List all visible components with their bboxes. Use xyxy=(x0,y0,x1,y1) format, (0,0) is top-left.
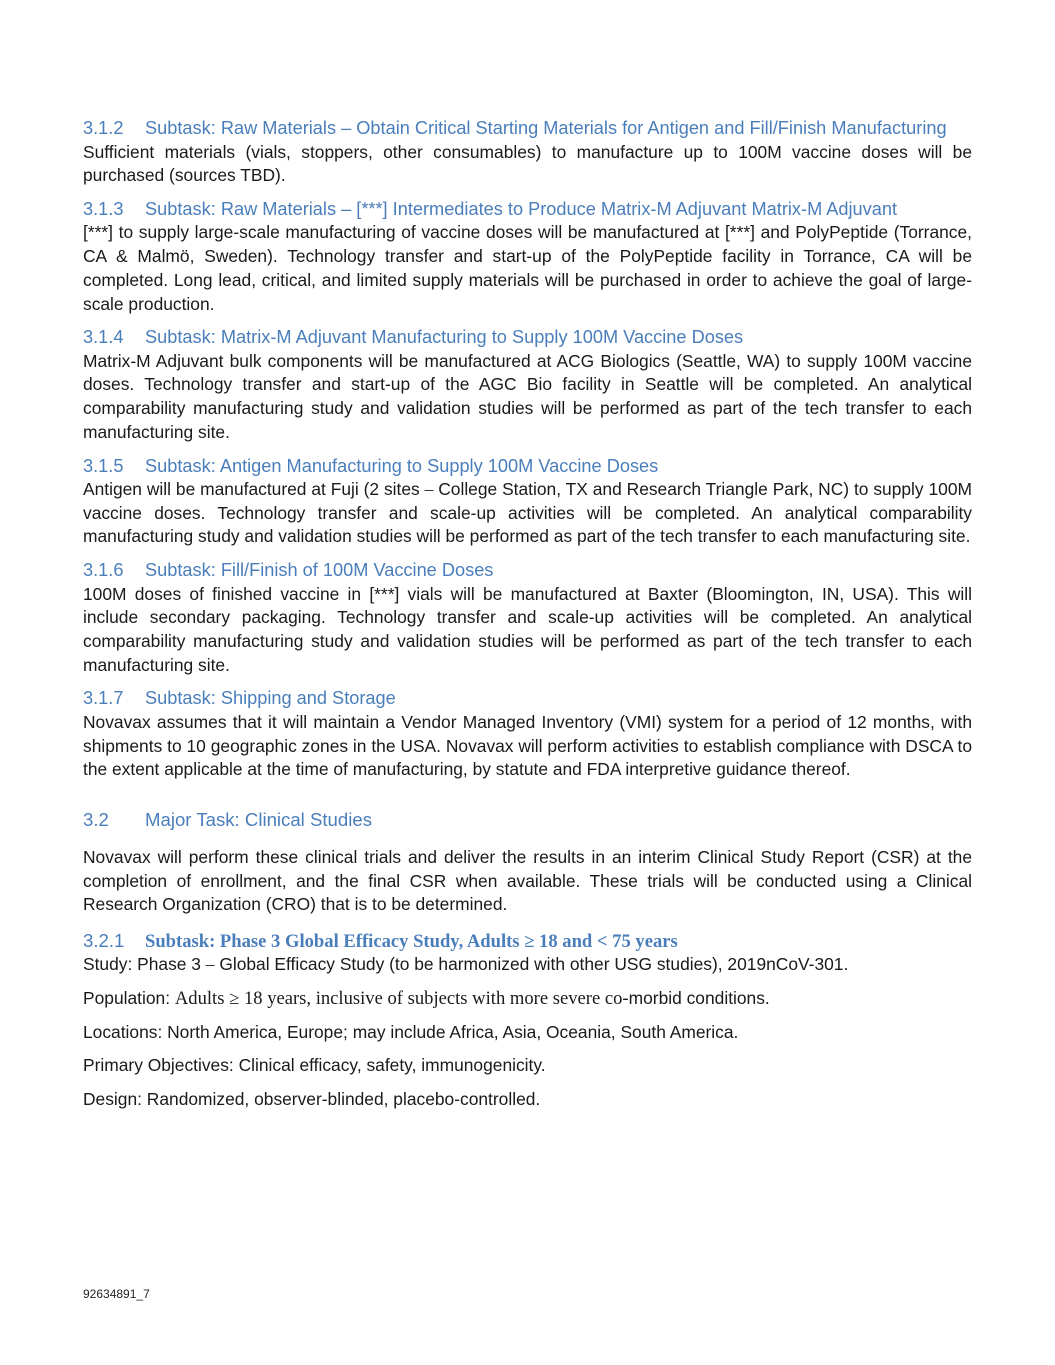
paragraph: Novavax will perform these clinical trials and deliver the results in an interim Clinical Study Report (CSR) at the completion of enrollment, and the final CSR when available. These trials will be conducted using a Clinical Research Organization (CRO) that is to be determined. xyxy=(83,847,972,915)
heading-number: 3.2 xyxy=(83,809,109,831)
heading-3-1-3 xyxy=(83,198,972,222)
population-line xyxy=(83,987,972,1011)
heading-number: 3.2.1 xyxy=(83,930,125,952)
study-text: Global Efficacy Study (to be harmonized with other USG studies), 2019nCoV-301. xyxy=(214,954,849,975)
objectives-line: Primary Objectives: Clinical efficacy, safety, immunogenicity. xyxy=(83,1055,546,1076)
heading-title: Subtask: Phase 3 Global Efficacy Study, Adults ≥ 18 and < 75 years xyxy=(145,931,678,953)
heading-3-2 xyxy=(83,808,972,832)
heading-number: 3.1.7 xyxy=(83,688,124,709)
dash: – xyxy=(424,479,434,500)
paragraph-text: College Station, TX and Research Triangle Park, NC) to supply 100M vaccine doses. Technology transfer and scale-up activities will be completed. An analytical comparability manufacturing study and validation studies will be performed as part of the tech transfer to each manufacturing site. xyxy=(83,479,973,547)
heading-title: Subtask: Raw Materials – [***] Intermediates to Produce Matrix-M Adjuvant Matrix-M Adjuvant xyxy=(145,198,898,219)
heading-number: 3.1.2 xyxy=(83,118,124,138)
heading-number: 3.1.4 xyxy=(83,327,124,348)
section-3-2-1 xyxy=(83,929,972,1112)
paragraph: Matrix-M Adjuvant bulk components will be manufactured at ACG Biologics (Seattle, WA) to supply 100M vaccine doses. Technology transfer and start-up of the AGC Bio facility in Seattle will be completed. An analytical comparability manufacturing study and validation studies will be performed as part of the tech transfer to each manufacturing site. xyxy=(83,350,972,442)
section-3-1-4 xyxy=(83,326,972,444)
heading-3-1-7 xyxy=(83,687,972,711)
heading-3-1-4 xyxy=(83,326,972,350)
heading-title: Subtask: Raw Materials – Obtain Critical Starting Materials for Antigen and Fill/Finish Manufacturing xyxy=(145,118,947,138)
heading-3-1-2 xyxy=(83,117,972,141)
heading-title: Subtask: Fill/Finish of 100M Vaccine Doses xyxy=(145,560,494,581)
section-3-1-7 xyxy=(83,687,972,782)
section-3-1-3 xyxy=(83,198,972,316)
heading-title: Major Task: Clinical Studies xyxy=(145,809,373,831)
study-line xyxy=(83,953,972,977)
population-text: morbid conditions. xyxy=(628,987,770,1008)
section-3-1-2 xyxy=(83,117,972,188)
study-text: Study: Phase 3 xyxy=(83,954,206,975)
design-line: Design: Randomized, observer-blinded, placebo-controlled. xyxy=(83,1088,541,1109)
section-3-2 xyxy=(83,808,972,917)
heading-title: Subtask: Antigen Manufacturing to Supply 100M Vaccine Doses xyxy=(145,455,659,476)
heading-3-1-5 xyxy=(83,455,972,479)
dash: – xyxy=(205,954,215,975)
locations-line: Locations: North America, Europe; may include Africa, Asia, Oceania, South America. xyxy=(83,1021,739,1042)
heading-3-1-6 xyxy=(83,559,972,583)
paragraph: [***] to supply large-scale manufacturing of vaccine doses will be manufactured at [***] and PolyPeptide (Torrance, CA & Malmö, Sweden). Technology transfer and start-up of the PolyPeptide facility in Torrance, CA will be completed. Long lead, critical, and limited supply materials will be purchased in order to achieve the goal of large-scale production. xyxy=(83,222,972,314)
section-3-1-6 xyxy=(83,559,972,677)
paragraph-text: Antigen will be manufactured at Fuji (2 sites xyxy=(83,479,425,500)
population-text: Adults ≥ 18 years, inclusive of subjects with more severe co- xyxy=(174,987,629,1009)
paragraph: 100M doses of finished vaccine in [***] vials will be manufactured at Baxter (Bloomington, IN, USA). This will include secondary packaging. Technology transfer and scale-up activities will be completed. An analytical comparability manufacturing study and validation studies will be performed as part of the tech transfer to each manufacturing site. xyxy=(83,583,972,675)
heading-title: Subtask: Shipping and Storage xyxy=(145,688,396,709)
heading-number: 3.1.5 xyxy=(83,455,124,476)
footer-doc-id: 92634891_7 xyxy=(83,1287,150,1301)
heading-3-2-1 xyxy=(83,929,972,953)
population-label: Population: xyxy=(83,987,175,1008)
paragraph: Novavax assumes that it will maintain a Vendor Managed Inventory (VMI) system for a period of 12 months, with shipments to 10 geographic zones in the USA. Novavax will perform activities to establish compliance with DSCA to the extent applicable at the time of manufacturing, by statute and FDA interpretive guidance thereof. xyxy=(83,711,972,780)
paragraph: Sufficient materials (vials, stoppers, other consumables) to manufacture up to 100M vaccine doses will be purchased (sources TBD). xyxy=(83,141,972,186)
paragraph xyxy=(83,478,972,549)
heading-number: 3.1.3 xyxy=(83,198,124,219)
heading-title: Subtask: Matrix-M Adjuvant Manufacturing to Supply 100M Vaccine Doses xyxy=(145,327,744,348)
document-page xyxy=(83,117,972,1122)
heading-number: 3.1.6 xyxy=(83,560,124,581)
section-3-1-5 xyxy=(83,455,972,550)
